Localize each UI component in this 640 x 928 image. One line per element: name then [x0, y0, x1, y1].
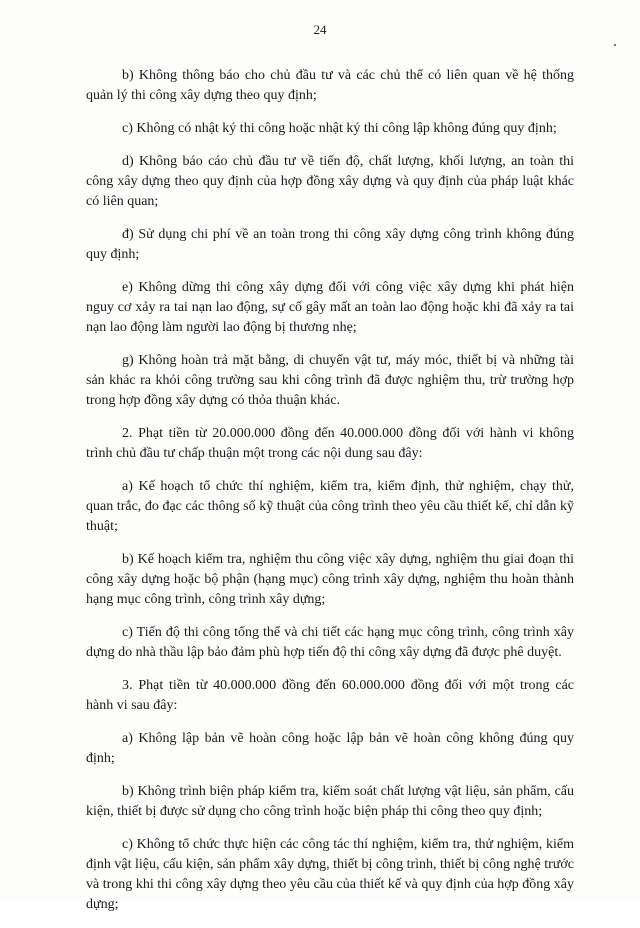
paragraph-3-fine-40m-60m: 3. Phạt tiền từ 40.000.000 đồng đến 60.000.000 đồng đối với một trong các hành vi sau đây: [86, 678, 574, 713]
paragraph-d-reporting: d) Không báo cáo chủ đầu tư về tiến độ, chất lượng, khối lượng, an toàn thi công xây dựng theo quy định của hợp đồng xây dựng và quy định của pháp luật khác có liên quan; [86, 154, 574, 209]
paragraph-2b-acceptance-plan: b) Kế hoạch kiểm tra, nghiệm thu công việc xây dựng, nghiệm thu giai đoạn thi công xây dựng hoặc bộ phận (hạng mục) công trình xây dựng, nghiệm thu hoàn thành hạng mục công trình, công trình xây dựng; [86, 552, 574, 607]
page-number: 24 [313, 22, 327, 37]
paragraph-2a-testing-plan: a) Kế hoạch tổ chức thí nghiệm, kiểm tra, kiểm định, thử nghiệm, chạy thử, quan trắc, đo đạc các thông số kỹ thuật của công trình theo yêu cầu thiết kế, chỉ dẫn kỹ thuật; [86, 479, 574, 534]
paragraph-c-construction-log: c) Không có nhật ký thi công hoặc nhật ký thi công lập không đúng quy định; [122, 121, 557, 136]
paragraph-2-fine-20m-40m: 2. Phạt tiền từ 20.000.000 đồng đến 40.000.000 đồng đối với hành vi không trình chủ đầu tư chấp thuận một trong các nội dung sau đây: [86, 426, 574, 461]
paragraph-2c-schedule: c) Tiến độ thi công tổng thể và chi tiết các hạng mục công trình, công trình xây dựng do nhà thầu lập bảo đảm phù hợp tiến độ thi công xây dựng đã được phê duyệt. [86, 625, 574, 660]
paragraph-g-site-return: g) Không hoàn trả mặt bằng, di chuyển vật tư, máy móc, thiết bị và những tài sản khác ra khỏi công trường sau khi công trình đã được nghiệm thu, trừ trường hợp trong hợp đồng xây dựng có thỏa thuận khác. [86, 353, 574, 408]
paragraph-3c-testing-execution: c) Không tổ chức thực hiện các công tác thí nghiệm, kiểm tra, thử nghiệm, kiểm định vật liệu, cấu kiện, sản phẩm xây dựng, thiết bị công trình, thiết bị công nghệ trước và trong khi thi công xây dựng theo yêu cầu của thiết kế và quy định của hợp đồng xây dựng; [86, 837, 574, 912]
scan-speck [614, 44, 616, 46]
paragraph-3a-as-built-drawings: a) Không lập bản vẽ hoàn công hoặc lập bản vẽ hoàn công không đúng quy định; [86, 731, 574, 766]
document-body [86, 66, 574, 928]
paragraph-3b-quality-control: b) Không trình biện pháp kiểm tra, kiểm soát chất lượng vật liệu, sản phẩm, cấu kiện, thiết bị được sử dụng cho công trình hoặc biện pháp thi công theo quy định; [86, 784, 574, 819]
paragraph-dd-safety-costs: đ) Sử dụng chi phí về an toàn trong thi công xây dựng công trình không đúng quy định; [86, 227, 574, 262]
paragraph-e-stop-construction: e) Không dừng thi công xây dựng đối với công việc xây dựng khi phát hiện nguy cơ xảy ra tai nạn lao động, sự cố gây mất an toàn lao động hoặc khi đã xảy ra tai nạn lao động làm người lao động bị thương nhẹ; [86, 280, 574, 335]
paragraph-b-notification: b) Không thông báo cho chủ đầu tư và các chủ thể có liên quan về hệ thống quản lý thi công xây dựng theo quy định; [86, 68, 574, 103]
